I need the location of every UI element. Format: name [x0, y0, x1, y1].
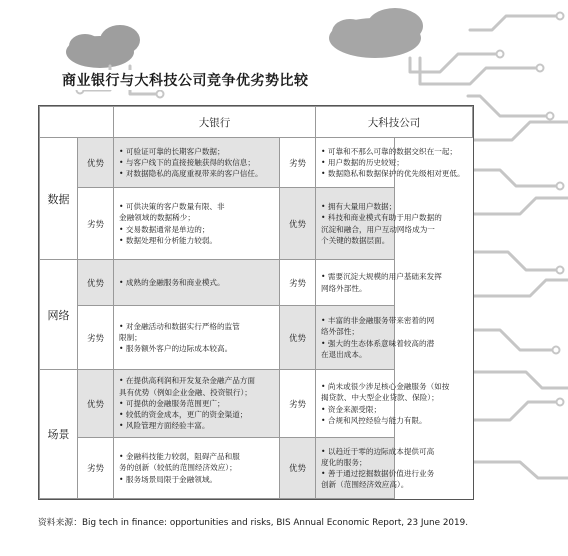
bigtech-label: 优势	[280, 188, 316, 260]
bigtech-label: 优势	[280, 438, 316, 499]
bank-cell	[114, 306, 280, 370]
bank-line: • 可提供的金融服务范围更广；	[119, 398, 225, 408]
bank-line: • 服务额外客户的边际成本较高。	[119, 344, 233, 354]
bigtech-line: • 数据隐私和数据保护的优先级相对更低。	[321, 169, 465, 179]
bank-line: 务的创新（较低的范围经济效应）；	[119, 463, 237, 473]
bigtech-line: 度化的服务；	[321, 457, 367, 467]
bank-line: • 在提供高利润和开发复杂金融产品方面	[119, 376, 255, 386]
table-row	[40, 138, 473, 188]
bigtech-line: • 合规和风控经验与能力有限。	[321, 415, 427, 425]
bigtech-line: 沉淀和融合，用户互动网络成为一	[321, 224, 435, 234]
bank-label: 优势	[78, 138, 114, 188]
category-scenario: 场景	[40, 370, 78, 499]
bank-line: • 与客户线下的直接接触获得的软信息；	[119, 157, 255, 167]
header-corner	[40, 107, 114, 138]
bigtech-cell	[316, 438, 435, 499]
bigtech-line: • 拥有大量用户数据；	[321, 202, 397, 212]
bigtech-cell	[316, 138, 465, 188]
bank-label: 优势	[78, 370, 114, 438]
table-row	[40, 260, 473, 306]
bank-cell	[114, 438, 280, 499]
bank-label: 劣势	[78, 438, 114, 499]
bank-cell	[114, 370, 280, 438]
bigtech-line: 揭贷款、中大型企业贷款、保险）；	[321, 393, 439, 403]
bigtech-line: • 以趋近于零的边际成本提供可高	[321, 446, 435, 456]
bank-line: • 可验证可靠的长期客户数据；	[119, 146, 225, 156]
table-row	[40, 188, 473, 260]
bank-line: • 交易数据通常是单边的；	[119, 224, 210, 234]
bigtech-line: 在退出成本。	[321, 349, 367, 359]
bigtech-cell	[316, 370, 450, 438]
bank-label: 劣势	[78, 188, 114, 260]
category-data: 数据	[40, 138, 78, 260]
bigtech-line: • 丰富的非金融服务带来密着的网	[321, 316, 435, 326]
bigtech-line: • 用户数据的历史较短；	[321, 157, 404, 167]
header-bank: 大银行	[114, 107, 316, 138]
bigtech-line: 创新（范围经济效应高）。	[321, 480, 409, 490]
bigtech-label: 优势	[280, 306, 316, 370]
table-row	[40, 306, 473, 370]
category-network: 网络	[40, 260, 78, 370]
table-row	[40, 438, 473, 499]
bigtech-line: • 尚未或很少涉足核心金融服务（如按	[321, 382, 450, 392]
comparison-table	[38, 105, 474, 500]
bank-line: 金融领域的数据稀少；	[119, 213, 195, 223]
bank-cell	[114, 138, 280, 188]
bank-line: 限制；	[119, 332, 142, 342]
table-header-row	[40, 107, 473, 138]
bigtech-cell	[316, 306, 435, 370]
bank-label: 优势	[78, 260, 114, 306]
bank-line: • 较低的资金成本，更广的资金渠道；	[119, 410, 248, 420]
bank-line: • 成熟的金融服务和商业模式。	[119, 277, 225, 287]
cloud-right-icon	[329, 8, 423, 58]
bank-cell	[114, 260, 280, 306]
bigtech-label: 劣势	[280, 370, 316, 438]
bank-line: 具有优势（例如企业金融、投资银行）；	[119, 387, 252, 397]
bigtech-label: 劣势	[280, 260, 316, 306]
bank-line: • 对数据隐私的高度重视带来的客户信任。	[119, 169, 263, 179]
bank-cell	[114, 188, 280, 260]
source-note: 资料来源：Big tech in finance: opportunities and risks, BIS Annual Economic Report, 23 June 2019.	[38, 516, 508, 530]
bank-line: • 金融科技能力较弱，阻碍产品和服	[119, 452, 240, 462]
bigtech-line: 网络外部性。	[321, 283, 367, 293]
bigtech-line: • 强大的生态体系意味着较高的潜	[321, 338, 435, 348]
bigtech-line: • 需要沉淀大规模的用户基础来发挥	[321, 272, 442, 282]
bigtech-line: 个关键的数据层面。	[321, 235, 390, 245]
bigtech-cell	[316, 260, 442, 306]
bigtech-line: 络外部性；	[321, 327, 359, 337]
table-row	[40, 370, 473, 438]
bigtech-label: 劣势	[280, 138, 316, 188]
bigtech-line: • 可靠和不那么可靠的数据交织在一起；	[321, 146, 457, 156]
bank-line: • 对金融活动和数据实行严格的监管	[119, 321, 240, 331]
bank-line: • 可供决策的客户数量有限、非	[119, 202, 225, 212]
bigtech-line: • 善于通过挖掘数据价值进行业务	[321, 469, 435, 478]
bigtech-cell	[316, 188, 442, 260]
page-title: 商业银行与大科技公司竞争优劣势比较	[58, 70, 313, 90]
bank-line: • 数据处理和分析能力较弱。	[119, 235, 218, 245]
bigtech-line: • 资金来源受限；	[321, 404, 382, 414]
bank-line: • 服务场景局限于金融领域。	[119, 474, 218, 484]
bank-label: 劣势	[78, 306, 114, 370]
bank-line: • 风险管理方面经验丰富。	[119, 421, 210, 431]
cloud-left-icon	[66, 25, 140, 68]
header-bigtech: 大科技公司	[316, 107, 473, 138]
bigtech-line: • 科技和商业模式有助于用户数据的	[321, 213, 442, 223]
